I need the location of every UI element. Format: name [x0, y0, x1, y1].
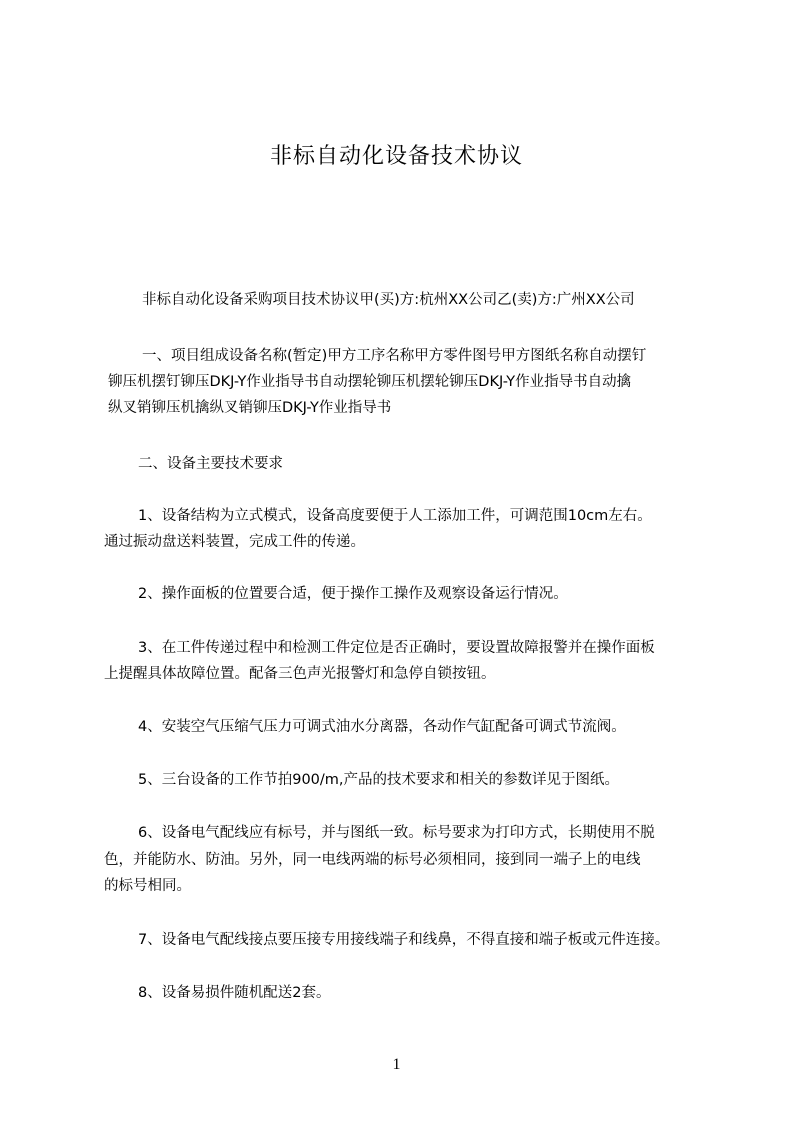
section1-line2: 铆压机摆钉铆压DKJ-Y作业指导书自动摆轮铆压机摆轮铆压DKJ-Y作业指导书自动擒: [108, 374, 632, 390]
item5-line: 5、三台设备的工作节拍900/m,产品的技术要求和相关的参数详见于图纸。: [138, 772, 620, 788]
item3-line2: 上提醒具体故障位置。配备三色声光报警灯和急停自锁按钮。: [104, 666, 496, 682]
section1-line3: 纵叉销铆压机擒纵叉销铆压DKJ-Y作业指导书: [108, 400, 392, 416]
document-title: 非标自动化设备技术协议: [269, 144, 523, 169]
page-number: 1: [392, 1056, 401, 1073]
item2-line: 2、操作面板的位置要合适，便于操作工操作及观察设备运行情况。: [138, 586, 568, 602]
section2-heading: 二、设备主要技术要求: [138, 456, 283, 472]
item3-line1: 3、在工件传递过程中和检测工件定位是否正确时，要设置故障报警并在操作面板: [138, 640, 655, 656]
item8-line: 8、设备易损件随机配送2套。: [138, 985, 331, 1001]
item6-line3: 的标号相同。: [104, 878, 191, 894]
item7-line: 7、设备电气配线接点要压接专用接线端子和线鼻，不得直接和端子板或元件连接。: [138, 932, 670, 948]
item6-line1: 6、设备电气配线应有标号，并与图纸一致。标号要求为打印方式，长期使用不脱: [138, 825, 655, 841]
item6-line2: 色，并能防水、防油。另外，同一电线两端的标号必须相同，接到同一端子上的电线: [104, 852, 641, 868]
item1-line2: 通过振动盘送料装置，完成工件的传递。: [104, 534, 365, 550]
section1-line1: 一、项目组成设备名称(暂定)甲方工序名称甲方零件图号甲方图纸名称自动摆钉: [142, 348, 647, 364]
parties-line: 非标自动化设备采购项目技术协议甲(买)方:杭州XX公司乙(卖)方:广州XX公司: [142, 292, 635, 308]
item4-line: 4、安装空气压缩气压力可调式油水分离器，各动作气缸配备可调式节流阀。: [138, 719, 626, 735]
item1-line1: 1、设备结构为立式模式，设备高度要便于人工添加工件，可调范围10cm左右。: [138, 508, 652, 524]
